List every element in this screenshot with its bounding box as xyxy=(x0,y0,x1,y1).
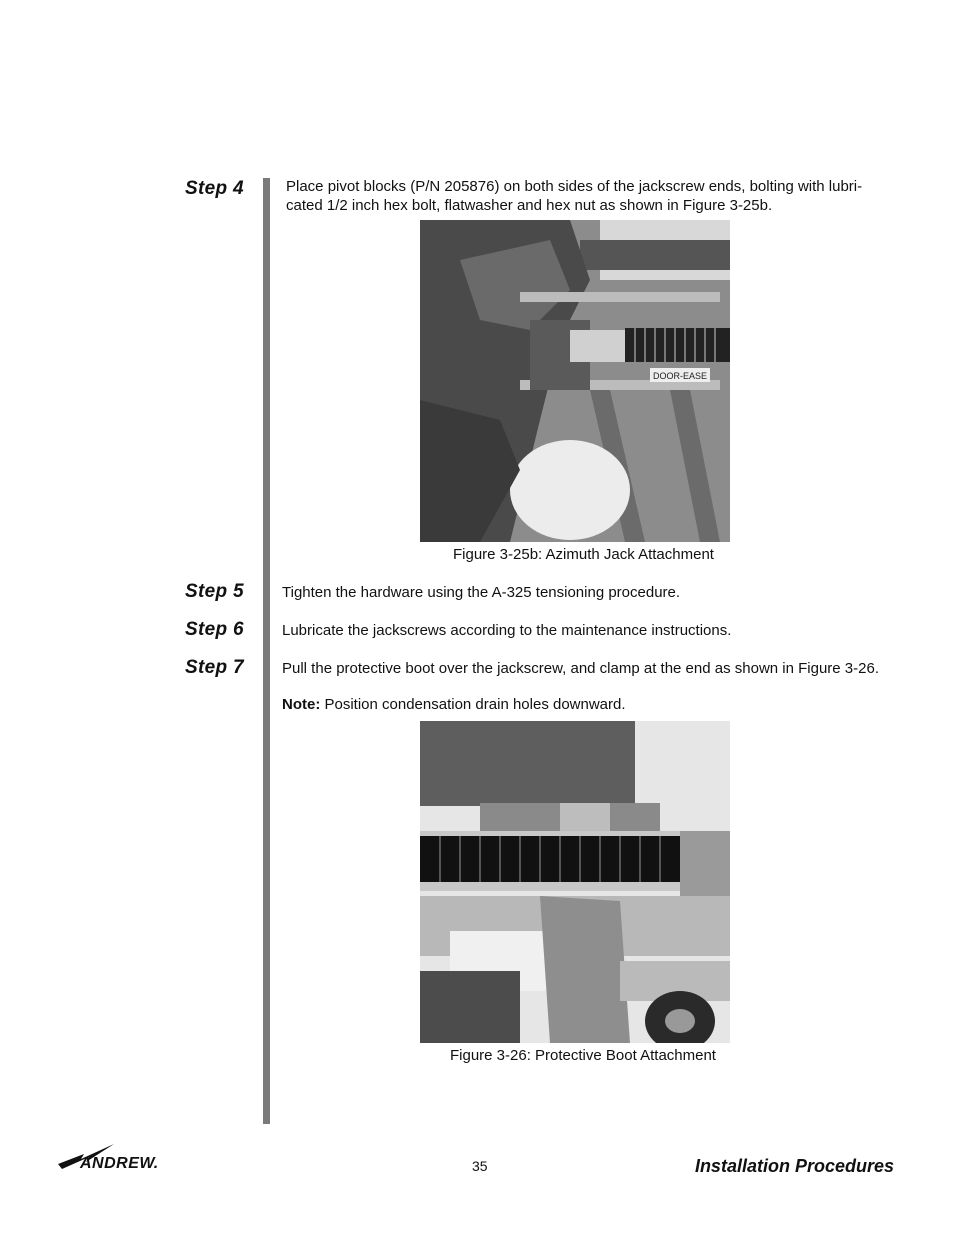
step-6-label: Step 6 xyxy=(185,619,244,640)
step-7-text: Pull the protective boot over the jackscrew, and clamp at the end as shown in Figure 3-26. xyxy=(282,660,879,677)
vertical-rule xyxy=(263,178,270,1124)
step-7-label: Step 7 xyxy=(185,657,244,678)
note xyxy=(282,695,626,714)
step-5-label: Step 5 xyxy=(185,581,244,602)
andrew-logo-text: ANDREW. xyxy=(80,1155,159,1172)
section-title: Installation Procedures xyxy=(694,1156,894,1176)
step-5-text: Tighten the hardware using the A-325 tensioning procedure. xyxy=(282,584,681,601)
note-label: Note: xyxy=(282,696,321,713)
step-6-text: Lubricate the jackscrews according to the maintenance instructions. xyxy=(282,622,732,639)
figure-3-25b-caption: Figure 3-25b: Azimuth Jack Attachment xyxy=(453,546,714,563)
figure-3-26-photo xyxy=(420,721,730,1043)
step-4-label: Step 4 xyxy=(185,178,244,199)
page-number: 35 xyxy=(472,1158,488,1174)
andrew-logo xyxy=(56,1142,171,1176)
note-text: Position condensation drain holes downward. xyxy=(320,696,626,713)
figure-3-25b-photo xyxy=(420,220,730,542)
figure-3-26-caption: Figure 3-26: Protective Boot Attachment xyxy=(450,1047,716,1064)
step-4-text-line-1: Place pivot blocks (P/N 205876) on both sides of the jackscrew ends, bolting with lubri- xyxy=(286,178,863,195)
door-ease-label-photo-text: DOOR-EASE xyxy=(653,371,708,381)
step-4-text-line-2: cated 1/2 inch hex bolt, flatwasher and hex nut as shown in Figure 3-25b. xyxy=(286,197,773,214)
step-4-text xyxy=(286,177,906,215)
